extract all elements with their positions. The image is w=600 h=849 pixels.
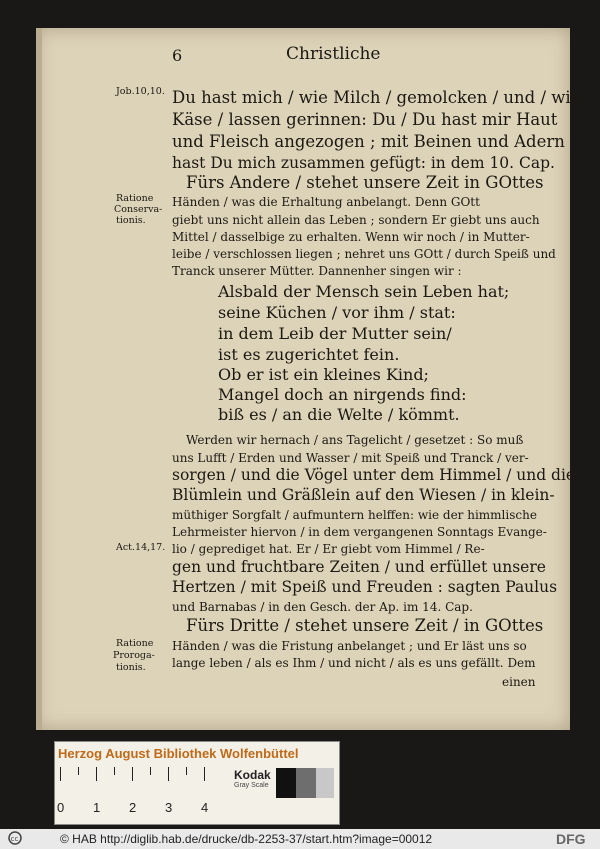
text-line: Du hast mich / wie Milch / gemolcken / und / wie xyxy=(172,88,581,107)
margin-note: Ratione xyxy=(116,193,154,204)
margin-note: Ratione xyxy=(116,638,154,649)
margin-note: tionis. xyxy=(116,662,146,673)
ruler xyxy=(58,767,228,791)
margin-note: Conserva- xyxy=(114,204,163,215)
verse-line: in dem Leib der Mutter sein/ xyxy=(218,324,452,343)
text-line: Käse / lassen gerinnen: Du / Du hast mir Haut xyxy=(172,110,558,129)
ruler-number: 4 xyxy=(201,800,209,815)
dfg-logo: DFG xyxy=(556,831,586,847)
running-head: Christliche xyxy=(286,44,381,64)
text-line: Tranck unserer Mütter. Dannenher singen wir : xyxy=(172,264,462,278)
gray-scale-label: Gray Scale xyxy=(234,782,269,789)
text-line: Blümlein und Gräßlein auf den Wiesen / in klein- xyxy=(172,486,555,504)
margin-note: Job.10,10. xyxy=(116,86,165,97)
text-line: und Fleisch angezogen ; mit Beinen und Adern xyxy=(172,132,565,151)
text-line: giebt uns nicht allein das Leben ; sondern Er giebt uns auch xyxy=(172,213,540,227)
creative-commons-icon xyxy=(8,831,22,845)
ruler-number: 1 xyxy=(93,800,101,815)
verse-line: biß es / an die Welte / kömmt. xyxy=(218,405,460,424)
text-line: Mittel / dasselbige zu erhalten. Wenn wir noch / in Mutter- xyxy=(172,230,530,244)
text-line: Händen / was die Fristung anbelanget ; und Er läst uns so xyxy=(172,639,527,653)
verse-line: Alsbald der Mensch sein Leben hat; xyxy=(218,282,510,301)
verse-line: Mangel doch an nirgends find: xyxy=(218,385,467,404)
text-line: sorgen / und die Vögel unter dem Himmel / und die xyxy=(172,466,576,484)
text-line: Werden wir hernach / ans Tagelicht / gesetzet : So muß xyxy=(186,433,524,447)
margin-note: tionis. xyxy=(116,215,146,226)
text-line: Händen / was die Erhaltung anbelangt. Denn GOtt xyxy=(172,195,480,209)
gray-swatch xyxy=(276,768,296,798)
text-line: gen und fruchtbare Zeiten / und erfüllet unsere xyxy=(172,558,546,576)
ruler-number: 0 xyxy=(57,800,65,815)
page-number: 6 xyxy=(172,46,183,65)
ruler-number: 2 xyxy=(129,800,137,815)
margin-note: Proroga- xyxy=(113,650,155,661)
text-line: lio / geprediget hat. Er / Er giebt vom Himmel / Re- xyxy=(172,542,485,556)
text-line: Fürs Andere / stehet unsere Zeit in GOttes xyxy=(186,173,544,192)
text-line: hast Du mich zusammen gefügt: in dem 10. Cap. xyxy=(172,154,555,172)
gray-swatch xyxy=(316,768,334,798)
margin-note: Act.14,17. xyxy=(116,542,166,553)
gray-swatch xyxy=(296,768,316,798)
catchword: einen xyxy=(502,675,536,689)
ruler-number: 3 xyxy=(165,800,173,815)
text-line: müthiger Sorgfalt / aufmuntern helffen: wie der himmlische xyxy=(172,508,537,522)
source-link[interactable]: © HAB http://diglib.hab.de/drucke/db-2253-37/start.htm?image=00012 xyxy=(60,832,433,846)
text-line: Fürs Dritte / stehet unsere Zeit / in GOttes xyxy=(186,616,544,635)
verse-line: seine Küchen / vor ihm / stat: xyxy=(218,303,456,322)
svg-text:cc: cc xyxy=(10,835,19,843)
text-line: Hertzen / mit Speiß und Freuden : sagten Paulus xyxy=(172,578,558,596)
text-line: uns Lufft / Erden und Wasser / mit Speiß und Tranck / ver- xyxy=(172,451,529,465)
kodak-logo: Kodak xyxy=(234,768,271,782)
text-line: und Barnabas / in den Gesch. der Ap. im 14. Cap. xyxy=(172,600,473,614)
verse-line: Ob er ist ein kleines Kind; xyxy=(218,365,429,384)
verse-line: ist es zugerichtet fein. xyxy=(218,345,400,364)
text-line: lange leben / als es Ihm / und nicht / als es uns gefällt. Dem xyxy=(172,656,536,670)
text-line: leibe / verschlossen liegen ; nehret uns GOtt / durch Speiß und xyxy=(172,247,556,261)
library-name: Herzog August Bibliothek Wolfenbüttel xyxy=(58,746,299,761)
text-line: Lehrmeister hiervon / in dem vergangenen Sonntags Evange- xyxy=(172,525,547,539)
